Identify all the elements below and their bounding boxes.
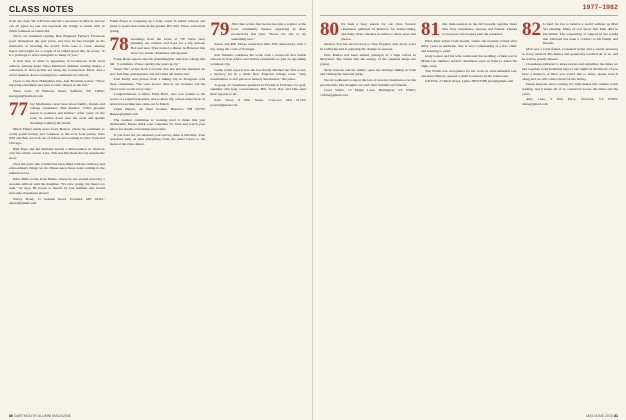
paragraph: from our class. We will have elected a successor in March, and we can all agree no one can represent the bridge so much with as much fondness as Glenn did. xyxy=(9,19,105,33)
paragraph: Rob Daniels continues his work with a nonprofit that builds schools in East Africa and invites classmates to join an upcoming volunteer trip. xyxy=(210,52,307,67)
page-number: 80 xyxy=(9,414,13,418)
correspondent-signature: Steve Gail, 19 Harbour Street, Suffield, NY 14092; stevegail@hotmail.com xyxy=(9,88,105,98)
paragraph: Is hard for me to believe a world without us Matt Ver running. Many of you know that Matt died in December. The outpouring of support in the weeks that followed has been a comfort to his family and friends. xyxy=(543,22,618,46)
class-section-81 xyxy=(421,19,517,40)
column-4 xyxy=(320,19,416,411)
paragraph: Jim Chen writes that he has become a regular at the local community theater, appearing in three productions this year. "Never too late to try something new." xyxy=(231,22,307,41)
class-section-77 xyxy=(9,98,105,126)
paragraph: Please keep the news coming. It's what makes this column worth reading, and it keeps all of us connected across the miles and the years. xyxy=(522,82,618,96)
paragraph: Leslie Grant reports that she has finally finished her first novel, a mystery set in a small New England college town. "Any resemblance to real places is entirely intentional," she jokes. xyxy=(210,67,307,82)
paragraph: Our mini-reunion in the fall brought together more than forty classmates, spouses and friends. Thanks to everyone who helped plan the weekend. xyxy=(442,22,517,36)
paragraph: Frank Boyer is wrapping up a long career in public schools and plans to spend more time in the garden. His wife, Ellen, retired last spring. xyxy=(109,19,206,33)
paragraph: Classmates gathered to share stories and remember the times we had together, from freshman trips to late nights in the library. If you have a memory of Matt you would like to share, please send it along and we will collect them for his family. xyxy=(522,62,618,81)
running-header xyxy=(9,4,306,16)
page-number: 81 xyxy=(614,414,618,418)
left-columns xyxy=(9,19,306,411)
class-section-79 xyxy=(210,19,307,41)
correspondent-signature: Jeff Holt, 27 River Road, Lyme, NH 03768; jholt@gmail.com xyxy=(425,79,514,84)
paragraph: We've all benefited reading Ben Hoghead Ferber's Facebook posts throughout the past years, and how he has brought us his memories of traveling the world: from coast to coast, sharing hopes and laughs. As a couple of us talked about this, he wrote, "It is a privilege to serve alongside so many of you." xyxy=(9,34,105,58)
class-year-number: 78 xyxy=(109,33,129,55)
issue-date: MAY/JUNE 2016 xyxy=(586,414,613,418)
column-5 xyxy=(421,19,517,411)
paragraph: Mark Stevens and his family spent the holidays hiking in Utah and visiting the national parks. xyxy=(320,67,416,77)
page-footer xyxy=(586,414,618,418)
paragraph: If you have not yet returned your survey, there is still time. Your responses help us plan everything from the panel topics to the menu at the class dinner. xyxy=(109,132,206,147)
paragraph: Matt was a loyal friend, a talented writer and a steady presence at every reunion. His humor and generosity touched all of us, and he will be greatly missed. xyxy=(522,47,618,61)
running-header xyxy=(320,4,618,16)
paragraph: It's been a busy season for our class. Several classmates gathered in Hanover for homecoming, and many more checked in online to share news and photos. xyxy=(341,22,416,41)
column-6 xyxy=(522,19,618,411)
section-label: CLASS NOTES xyxy=(9,4,74,14)
paragraph: Kim Pope and her husband hosted a mini-reunion in Vermont over the winter; Gwen, Lars, Tim and Jim made the trip despite the snow. xyxy=(9,146,105,161)
paragraph: The reunion committee is working hard to make this year memorable. Please mark your calendars for June and watch your inbox for details on housing and events. xyxy=(109,117,206,132)
paragraph: Andrew Fox has moved back to New England after many years in California and is enjoying the change of seasons. xyxy=(320,42,416,52)
class-year-number: 77 xyxy=(9,98,28,120)
paragraph: A new line of titles is appearing in bookstores from local authors. Among these: Dave Harmon's summer reading lineup, a collection of short fiction set along the Connecticut River, and a travel memoir about crossing four continents by bicycle. xyxy=(9,58,105,78)
paragraph: Over the years this column has been filled with the ordinary and extraordinary things we do. Please keep those notes coming to the address below. xyxy=(9,161,105,176)
paragraph: Tim Walsh was recognized for his work in environmental law, and Anne Murray opened a small bookstore in her hometown. xyxy=(421,69,517,78)
paragraph: Greg Larson and his wife celebrated the wedding of their son in Maine last summer; several classmates were on hand to dance the night away. xyxy=(421,54,517,68)
paragraph: Susan Hart writes from Colorado that she and her husband are now full-time grandparents and part-time ski instructors. xyxy=(109,67,206,76)
paragraph: Mitch Fisher sends news from Boston, where he continues to coach youth hockey and volunteer at the local food pantry. Sons Will and Ben are both out of school and working in New York and Chicago. xyxy=(9,126,105,146)
paragraph: Close to the New Hampshire line, Ann Bowman writes: "We're enjoying retirement and plan to visit campus in the fall." xyxy=(9,78,105,88)
paragraph: Frank Bates reports that his granddaughter will start college this fall, "a reminder of how quickly the years go by." xyxy=(109,56,206,66)
paragraph: We are saddened to report the loss of several classmates over the past months. Our thoughts are with their families and friends. xyxy=(320,77,416,87)
paragraph: Congratulations to Mary Ellen Hunt, who was named to the board of a regional hospital, and to Dave Ng, whose latest book on American architecture came out in March. xyxy=(109,92,206,106)
paragraph: Peter Mills writes from Maine, where he has started restoring a wooden sailboat with his daughter. "It's slow going, but there's no rush," he says. He hopes to launch by late summer and would welcome classmates aboard. xyxy=(9,176,105,196)
correspondent-signature: Nancy Bond, 11 Seaside Road, Portland, ME 04101; nbond@gmail.com xyxy=(9,196,105,206)
paragraph: A group of classmates gathered in Florida in February for golf, sunshine and long conversations. Bill, Scott, Ray and Dan send their regards to all. xyxy=(210,82,307,97)
correspondent-signature: Paul Ward, 8 Elm Street, Concord, MA 01742; pward@gmail.com xyxy=(210,97,307,107)
correspondent-signature: Amy Lane, 5 Park Place, Norwich, VT 05055; alane@gmail.com xyxy=(522,97,618,106)
right-columns xyxy=(320,19,618,411)
paragraph: Jay MacKenna cared most about family, friends and college classmates. Bob Kessler: "Life's greatest lesson is patience and humor." After years on the road, he settled down near the coast and spends mornings walking the beach. xyxy=(30,101,105,125)
class-year-number: 81 xyxy=(421,19,440,40)
column-1 xyxy=(9,19,105,411)
publication-name: DARTMOUTH ALUMNI MAGAZINE xyxy=(14,414,72,418)
paragraph: Greetings from the Class of '78! We're busy planning our reunion and hope for a big turnout. Bob and Ann Tyler hosted a dinner in Hanover that drew two dozen classmates and spouses. xyxy=(130,36,206,56)
right-page xyxy=(313,0,626,420)
correspondent-signature: Linda Harper, 42 West Avenue, Hanover, NH 03755; lharper@gmail.com xyxy=(109,107,206,117)
column-3 xyxy=(210,19,306,411)
class-section-82 xyxy=(522,19,618,46)
page-footer xyxy=(9,414,71,418)
paragraph: Karen and Phil Morse celebrated their 35th anniversary with a trip along the coast of Portugal. xyxy=(210,42,307,52)
class-years-range: 1977–1982 xyxy=(582,4,618,11)
class-year-number: 79 xyxy=(210,19,230,40)
correspondent-signature: Carol White, 15 Maple Lane, Burlington, VT 05401; cwhite@gmail.com xyxy=(320,87,416,97)
class-year-number: 80 xyxy=(320,19,339,40)
paragraph: Julie Ramos has been named principal of a high school in Maryland. She writes that the energy of the students keeps her young. xyxy=(320,52,416,67)
paragraph: Ellen Park writes from Seattle, where she recently retired after thirty years in medicine. She is now volunteering at a free clinic and learning to paint. xyxy=(421,39,517,53)
class-year-number: 82 xyxy=(522,19,541,40)
class-section-78 xyxy=(109,33,206,56)
class-section-80 xyxy=(320,19,416,41)
paragraph: Tom Reilly sent photos from a hiking trip in Patagonia with three classmates. "We were slower than in our twenties, but the views were worth every step." xyxy=(109,77,206,91)
column-2 xyxy=(110,19,206,411)
